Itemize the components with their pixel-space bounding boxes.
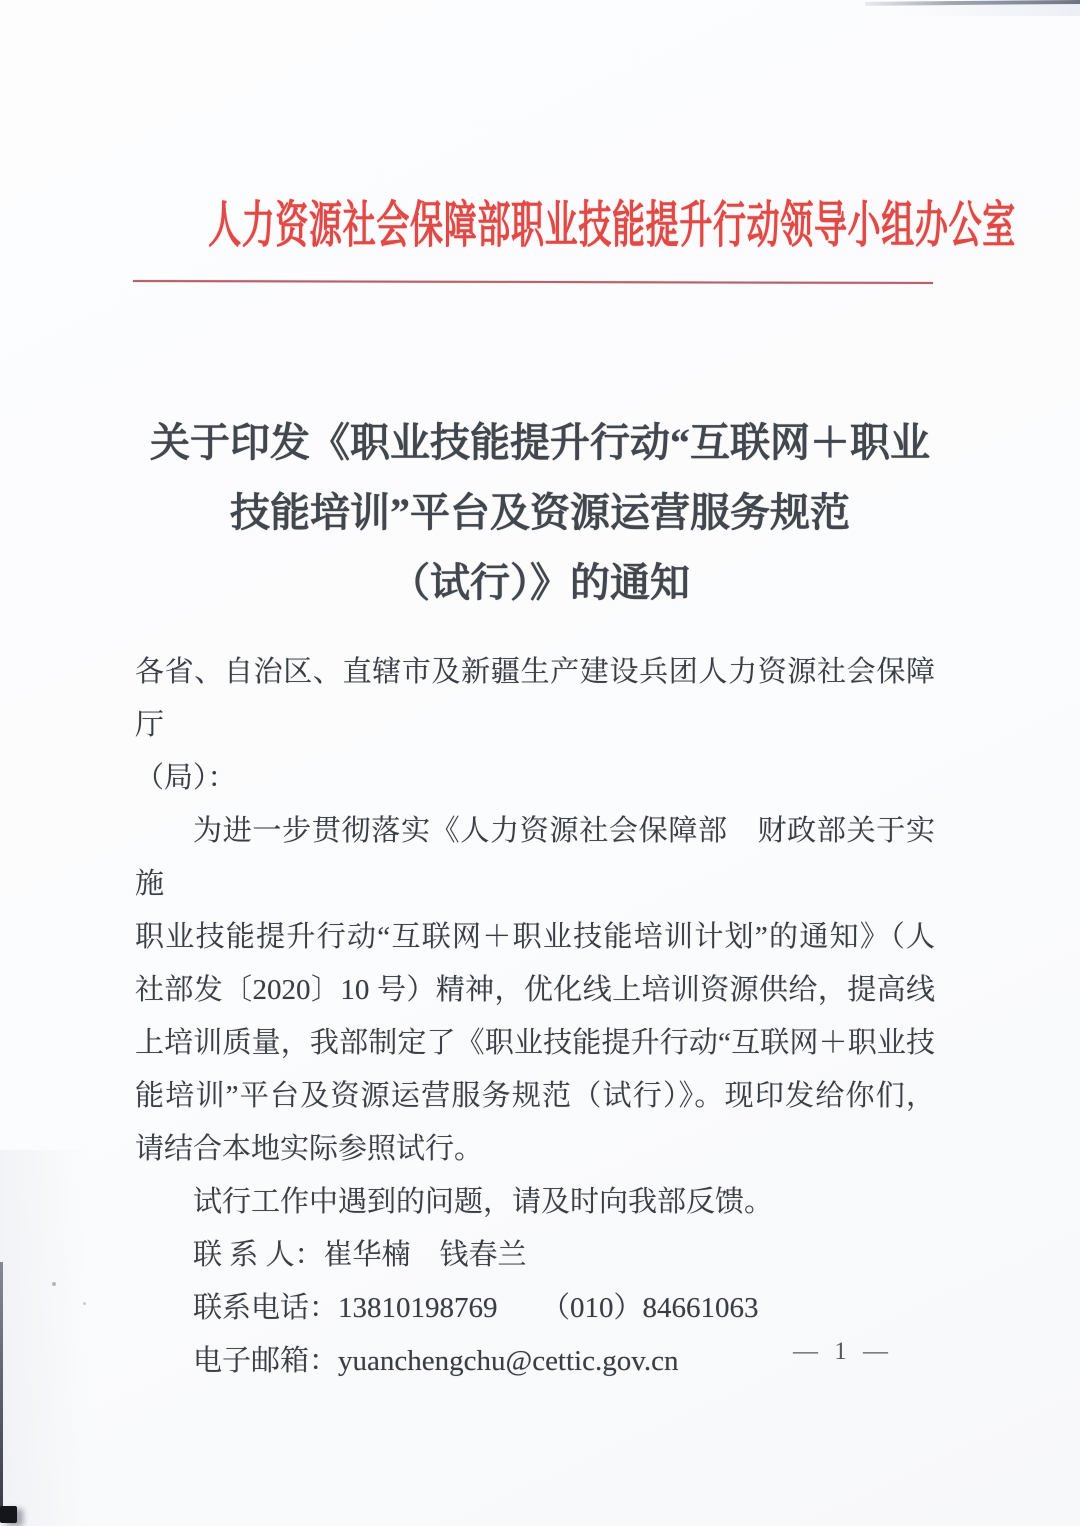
document-title-line: （试行）》的通知 [390,560,690,605]
salutation-line: 各省、自治区、直辖市及新疆生产建设兵团人力资源社会保障厅 [135,656,935,741]
body-line: 上培训质量，我部制定了《职业技能提升行动“互联网＋职业技 [135,1027,935,1059]
body-line: 为进一步贯彻落实《人力资源社会保障部 财政部关于实施 [135,815,935,900]
salutation-line: （局）： [135,762,237,794]
contact-phone-line: 联系电话：13810198769 （010）84661063 [193,1292,759,1324]
scan-artifact-top-edge-line [865,0,1080,6]
scan-artifact-corner-blob [0,1506,17,1523]
body-line: 能培训”平台及资源运营服务规范（试行）》。现印发给你们， [135,1080,935,1112]
document-title-line: 关于印发《职业技能提升行动“互联网＋职业 [150,420,930,465]
body-line: 职业技能提升行动“互联网＋职业技能培训计划”的通知》（人 [135,921,935,953]
body-line: 请结合本地实际参照试行。 [135,1133,484,1165]
scan-artifact-left-shading [0,1150,90,1526]
body-line: 社部发〔2020〕10 号）精神，优化线上培训资源供给，提高线 [135,974,935,1006]
contact-email-line: 电子邮箱：yuanchengchu@cettic.gov.cn [193,1345,679,1377]
document-body [135,646,935,1388]
letterhead [0,198,1080,253]
scan-artifact-top-edge-smudge [890,4,1080,16]
letterhead-divider [133,280,933,284]
document-title [0,408,1080,618]
letterhead-text: 人力资源社会保障部职业技能提升行动领导小组办公室 [208,197,1016,253]
scan-artifact-speck [83,1302,86,1305]
page-number: — 1 — [793,1338,888,1365]
scan-artifact-speck [52,1282,56,1286]
body-line: 试行工作中遇到的问题，请及时向我部反馈。 [193,1186,774,1218]
document-title-line: 技能培训”平台及资源运营服务规范 [230,490,850,535]
contact-person-line: 联 系 人：崔华楠 钱春兰 [193,1239,527,1271]
scan-artifact-left-edge-line [0,1262,3,1510]
